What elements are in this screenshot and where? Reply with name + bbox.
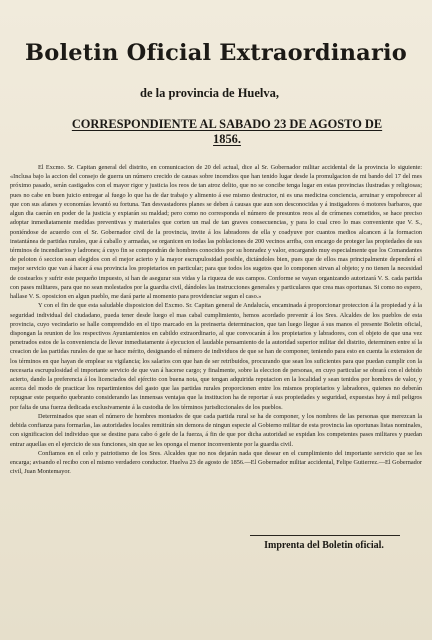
document-subtitle: de la provincia de Huelva,	[140, 86, 280, 100]
document-date-line: CORRESPONDIENTE AL SABADO 23 DE AGOSTO DE 1856.	[71, 117, 383, 146]
printer-imprint: Imprenta del Boletin oficial.	[264, 540, 384, 551]
paragraph-signature: Confiamos en el celo y patriotismo de los Sres. Alcaldes que no nos dejarán nada que desear en el cumplimiento del importante servicio que se les encarga; avisando el recibo con el mismo verdadero conductor. Huelva 23 de agosto de 1856.—El Gobernador militar accidental, Felipe Gutierrez.—El Gobernador civil, Juan Montemayor.	[10, 449, 422, 476]
imprint-divider	[250, 535, 400, 536]
paragraph: Determinados que sean el número de hombres montados de que cada partida rural se ha de componer, y los nombres de las personas que merezcan la debida confianza para formarlas, las autoridades locales remitirán sin demora de ningun especie al Gobierno militar de esta provincia las oportunas listas nominales, con significacion del individuo que se destine para cabo ó gefe de la fuerza, á fin de que por dicha autoridad se expidan los competentes pases militares y puedan entrar aquellas en el ejercicio de sus funciones, sin que se les oponga el menor inconveniente por la guardia civil.	[10, 412, 422, 448]
paragraph: Y con el fin de que esta saludable disposicion del Excmo. Sr. Capitan general de Andalucía, encaminada á proporcionar proteccion á la propiedad y á la seguridad individual del ciudadano, pueda tener desde luego el mas cabal cumplimiento, hemos acordado prevenir á los Sres. Alcaldes de los pueblos de esta provincia, cuyo vecindario se halle comprendido en el tipo marcado en la preinserta determinacion, que tan luego llegue á sus manos el presente Boletin oficial, dispongan la reunion de los respectivos Ayuntamientos en cabildo extraordinario, al que convocarán á los propietarios y labradores, con el objeto de que una vez penetrados estos de la conveniencia de llevar inmediatamente á ejecucion el laudable pensamiento de la autoridad superior militar del distrito, determinen entre sí la creacion de las partidas rurales de que se hace mérito, designando el número de individuos de que se han de componer, teniendo para esto en cuenta la extension de los términos en que hayan de emplear su vigilancia; los salarios con que han de ser retribuidos, procurando que sean los suficientes para que puedan cumplir con la necesaria escrupulosidad el importante servicio de que van á hacerse cargo; y finalmente, sobre la eleccion de personas, en cuyo particular se obrará con el debido acierto, dando la preferencia á los licenciados del ejército con buena nota, que tengan adquirida reputacion en la localidad y sean tenidos por hombres de valor, y acerca del modo de practicar los repartimientos del gasto que las partidas rurales proporcionen entre los mismos propietarios y labradores, quienes no deberán repugnar este pequeño quebranto considerando las inmensas ventajas que la institucion ha de reportar á sus propiedades y seguridad, expuestas hoy á mil peligros por falta de una fuerza dedicada exclusivamente á la custodia de los términos jurisdiccionales de los pueblos.	[10, 302, 422, 411]
document-body	[10, 163, 422, 476]
document-title: Boletin Oficial Extraordinario	[25, 40, 407, 66]
paragraph: El Excmo. Sr. Capitan general del distrito, en comunicacion de 20 del actual, dice al Sr. Gobernador militar accidental de la provincia lo siguiente: «Inclusa bajo la accion del consejo de guerra un número crecido de causas sobre incendios que han tenido lugar desde la promulgacion de mi bando del 17 del mes próximo pasado, serán castigados con el mayor rigor y justicia los reos de tan atroz delito, que no se concibe tenga lugar en estas provincias ilustradas y religiosas; pues no cabe en buen juicio entregar al fuego lo que ha de dar trabajo y alimento á ese mismo destructor, ni es una medicina conciencia, arruinar y empobrecer al que con sus afanes y economías levantó su fortuna. Tan desvastadores planes se deben á causas que aun son desconocidas y á instigadores ó motores barbaros, que algun dia caerán en poder de la justicia y expiarán su maldad; pero como no corresponda el número de presuntos reos al de crímenes cometidos, se hace preciso adoptar inmediatamente medidas preventivas y materiales que corten un mal de tan graves consecuencias, y para lo cual creo lo mas conveniente que V. S., poniéndose de acuerdo con el Sr. Gobernador civil de la provincia, invite á los labradores de ella y coadyuve por cuantos medios alcancen á la formacion instantánea de partidas rurales, que á caballo y armadas, se organicen en todas las poblaciones de 200 vecinos arriba, con encargo de proteger las propiedades de sus términos de incendiarios y ladrones; á cuyo fin se compondrán de hombres conocidos por su honradez y valor, encargando muy especialmente que los Comandantes de peloton ó seccion sean elegidos con el mejor acierto y la mayor escrupulosidad posible, dictándoles bien, pues que de ellos mas principalmente dependerá el mejor servicio que van á hacer á esa provincia los propietarios en particular; para que todos los sugetos que lo componen sirvan al objeto; y no tienen la necesidad de costearlos y sufrir este pequeño impuesto, si han de asegurar sus vidas y la riqueza de sus campos. Conforme se vayan organizando autorizará V. S. cada partida con pases militares, para que no sean molestados por la guardia civil, dándoles las instrucciones generales y particulares que crea mas oportunas. Si como no espero, hallase V. S. oposicion en algun pueblo, me dará parte al momento para providenciar segun el caso.»	[10, 164, 422, 301]
